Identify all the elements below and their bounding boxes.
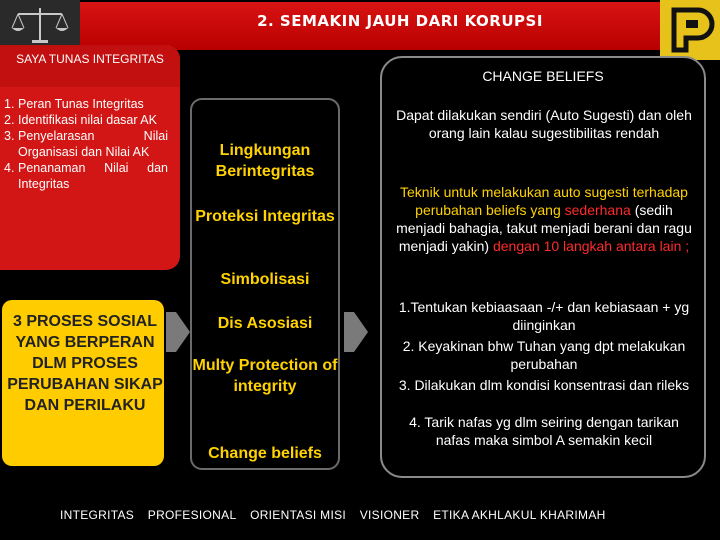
list-item-text: Penyelarasan Nilai Organisasi dan Nilai AK [18,129,168,159]
footer-value: PROFESIONAL [147,508,237,522]
list-item-number: 3. [4,129,15,143]
ministry-logo [660,0,720,60]
method-item: Change beliefs [208,445,322,462]
footer-value: ORIENTASI MISI [250,508,347,522]
list-item-number: 1. [4,97,15,111]
list-item-number: 4. [4,161,15,175]
method-item: Lingkungan Berintegritas [215,142,315,180]
change-beliefs-intro: Dapat dilakukan sendiri (Auto Sugesti) dan oleh orang lain kalau sugestibilitas rendah [396,107,692,141]
step-item: 1.Tentukan kebiaasaan -/+ dan kebiasaan + yg diinginkan [398,299,690,333]
integrity-panel-heading: SAYA TUNAS INTEGRITAS [0,45,180,87]
list-item-text: Penanaman Nilai dan Integritas [18,161,168,191]
values-footer [60,508,700,522]
auto-suggestion-text: Teknik untuk melakukan auto sugesti terhadap perubahan beliefs yang [400,184,688,218]
list-item [4,112,168,128]
step-item: 2. Keyakinan bhw Tuhan yang dpt melakukan perubahan [402,338,686,372]
step-item: 4. Tarik nafas yg dlm seiring dengan tarikan nafas maka simbol A semakin kecil [409,414,679,448]
footer-value: VISIONER [359,508,420,522]
integrity-list [4,96,168,192]
auto-suggestion-paragraph [392,183,696,255]
list-item [4,128,168,160]
auto-suggestion-example: (sedih menjadi bahagia, takut menjadi berani dan ragu menjadi yakin) [396,202,692,254]
list-item-number: 2. [4,113,15,127]
footer-value: ETIKA AKHLAKUL KHARIMAH [433,508,606,522]
method-item: Multy Protection of integrity [192,357,338,395]
page-title: 2. SEMAKIN JAUH DARI KORUPSI [257,12,543,30]
list-item-text: Identifikasi nilai dasar AK [18,113,157,127]
social-process-text: 3 PROSES SOSIAL YANG BERPERAN DLM PROSES PERUBAHAN SIKAP DAN PERILAKU [7,313,163,414]
step-item: 3. Dilakukan dlm kondisi konsentrasi dan rileks [398,377,690,393]
list-item [4,96,168,112]
list-item [4,160,168,192]
footer-value: INTEGRITAS [60,508,135,522]
scales-of-justice-logo [0,0,80,48]
method-item: Simbolisasi [220,271,310,288]
list-item-text: Peran Tunas Integritas [18,97,144,111]
method-item: Proteksi Integritas [195,208,335,225]
method-item: Dis Asosiasi [217,315,313,332]
highlight-steps: dengan 10 langkah antara lain ; [492,238,690,254]
highlight-simple: sederhana [564,202,631,218]
change-beliefs-heading: CHANGE BELIEFS [482,68,604,84]
